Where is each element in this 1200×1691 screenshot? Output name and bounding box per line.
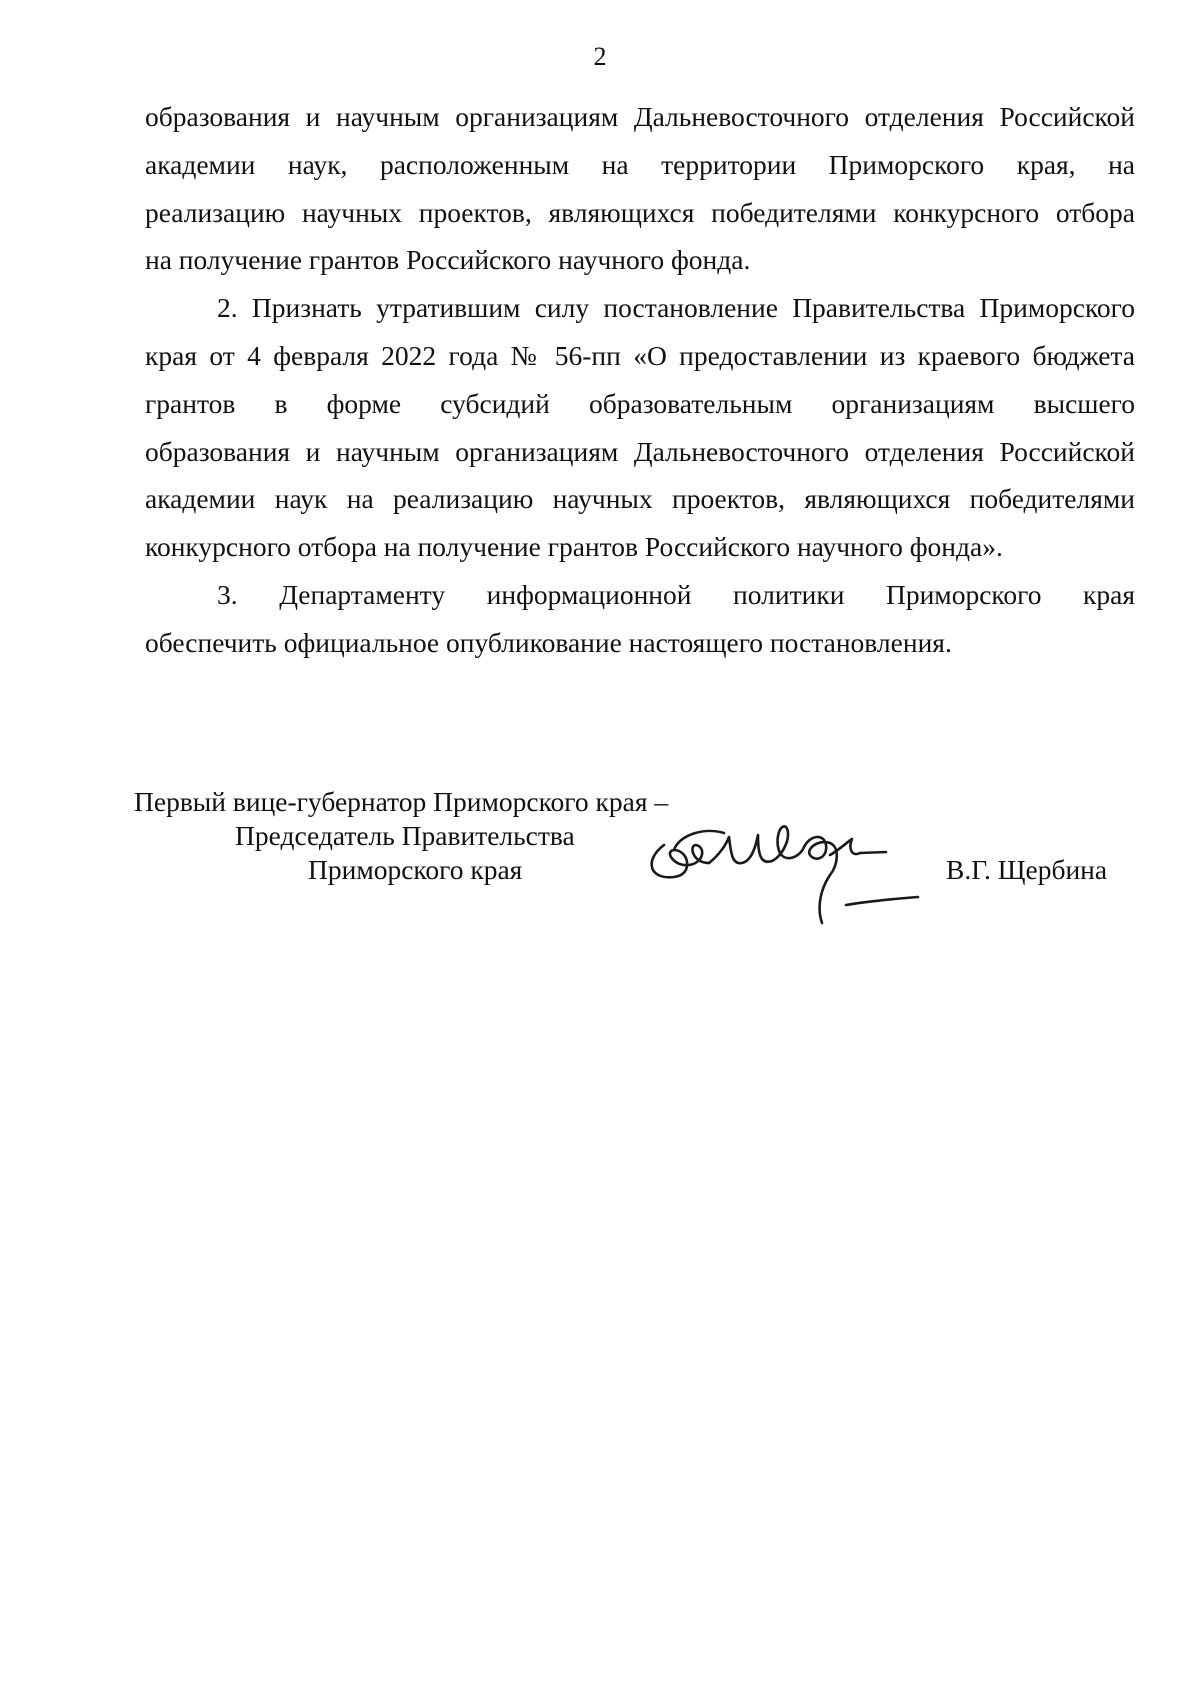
- paragraph-line: на получение грантов Российского научного фонда.: [145, 244, 751, 276]
- signatory-title-line-1: Первый вице-губернатор Приморского края –: [134, 786, 669, 817]
- paragraph-line: образования и научным организациям Дальневосточного отделения Российской: [145, 435, 1135, 467]
- paragraph-line: академии наук, расположенным на территории Приморского края, на: [145, 148, 1135, 180]
- paragraph-item-3: [145, 571, 1135, 667]
- paragraph-line: грантов в форме субсидий образовательным организациям высшего: [145, 387, 1135, 419]
- handwritten-signature: [634, 805, 924, 935]
- paragraph-line: обеспечить официальное опубликование настоящего постановления.: [145, 626, 952, 658]
- paragraph-line: 2. Признать утратившим силу постановление Правительства Приморского: [217, 292, 1135, 324]
- signatory-title-line-3: Приморского края: [308, 854, 523, 885]
- signatory-title-line-2: Председатель Правительства: [235, 820, 575, 851]
- paragraph-line: академии наук на реализацию научных проектов, являющихся победителями: [145, 483, 1135, 515]
- paragraph-continuation: [145, 93, 1135, 284]
- paragraph-line: конкурсного отбора на получение грантов Российского научного фонда».: [145, 531, 1003, 563]
- page-number: 2: [593, 42, 607, 71]
- paragraph-line: реализацию научных проектов, являющихся победителями конкурсного отбора: [145, 196, 1135, 228]
- signature-block: [134, 785, 1134, 935]
- paragraph-line: образования и научным организациям Дальневосточного отделения Российской: [145, 101, 1135, 132]
- paragraph-line: края от 4 февраля 2022 года № 56-пп «О предоставлении из краевого бюджета: [145, 339, 1135, 371]
- document-body: [145, 93, 1135, 667]
- paragraph-line: 3. Департаменту информационной политики Приморского края: [217, 578, 1135, 610]
- signatory-name: В.Г. Щербина: [946, 854, 1108, 885]
- paragraph-item-2: [145, 284, 1135, 571]
